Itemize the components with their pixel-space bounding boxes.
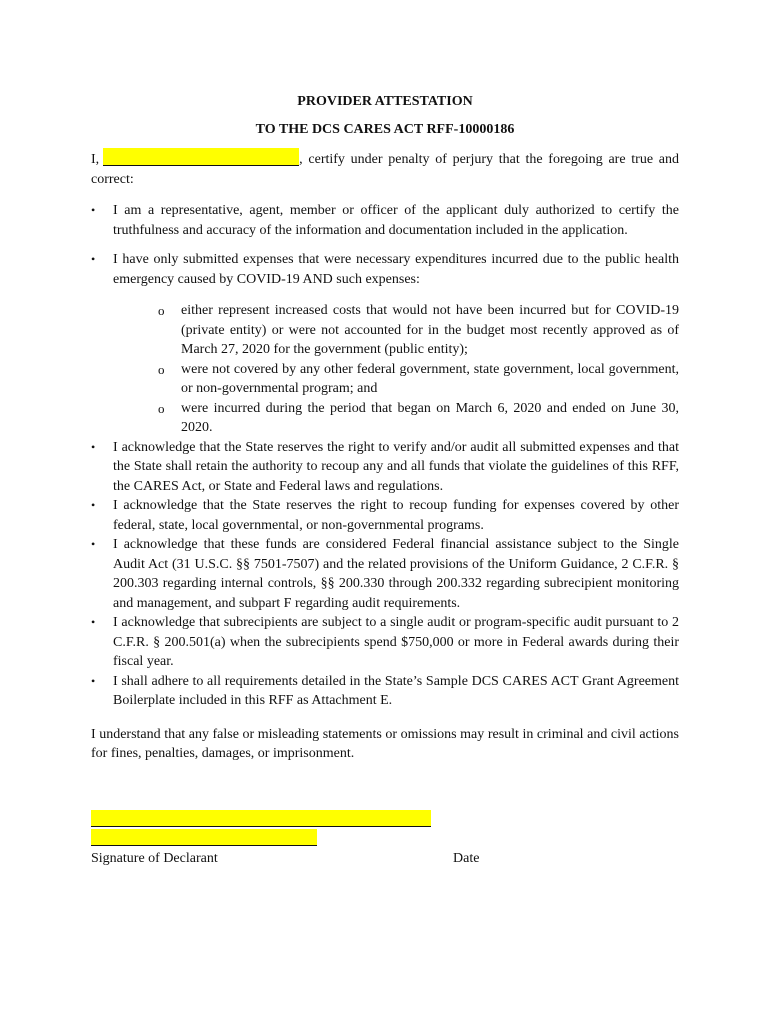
list-item-text: I have only submitted expenses that were necessary expenditures incurred due to the public health emergency caused by COVID-19 AND such expenses: bbox=[113, 252, 679, 287]
sub-list-item bbox=[113, 399, 679, 438]
closing-statement: I understand that any false or misleading statements or omissions may result in criminal and civil actions for fines, penalties, damages, or imprisonment. bbox=[91, 726, 679, 761]
bullet-icon: • bbox=[91, 673, 96, 688]
bullet-icon: • bbox=[91, 498, 96, 512]
list-item bbox=[91, 613, 679, 672]
circle-bullet-icon: o bbox=[158, 361, 165, 377]
list-item bbox=[91, 250, 679, 438]
intro-prefix: I, bbox=[91, 152, 100, 167]
bullet-icon: • bbox=[91, 439, 96, 454]
signature-area bbox=[91, 810, 431, 846]
list-item bbox=[91, 535, 679, 613]
list-item-text: I acknowledge that these funds are considered Federal financial assistance subject to the Single Audit Act (31 U.S.C. §§ 7501-7507) and the related provisions of the Uniform Guidance, 2 C.F.R. § 200.303 regarding internal controls, §§ 200.330 through 200.332 regarding subrecipient monitoring and management, and subpart F regarding audit requirements. bbox=[113, 537, 679, 611]
document-subtitle: TO THE DCS CARES ACT RFF-10000186 bbox=[255, 122, 515, 137]
date-field[interactable] bbox=[91, 829, 317, 846]
list-item-text: I acknowledge that the State reserves the right to recoup funding for expenses covered by other federal, state, local governmental, or non-governmental programs. bbox=[113, 498, 679, 533]
list-item-text: I acknowledge that subrecipients are subject to a single audit or program-specific audit pursuant to 2 C.F.R. § 200.501(a) when the subrecipients spend $750,000 or more in Federal awards during their fiscal year. bbox=[113, 615, 679, 669]
document-title: PROVIDER ATTESTATION bbox=[297, 94, 473, 109]
list-item bbox=[91, 201, 679, 240]
expense-conditions-list bbox=[113, 301, 679, 438]
signature-label: Signature of Declarant bbox=[91, 851, 218, 866]
sub-list-item-text: were not covered by any other federal government, state government, local government, or non-governmental program; and bbox=[181, 361, 679, 396]
bullet-icon: • bbox=[91, 537, 96, 551]
list-item bbox=[91, 438, 679, 497]
circle-bullet-icon: o bbox=[158, 400, 165, 416]
list-item-text: I am a representative, agent, member or officer of the applicant duly authorized to certify the truthfulness and accuracy of the information and documentation included in the application. bbox=[113, 203, 679, 238]
sub-list-item bbox=[113, 360, 679, 399]
intro-suffix: , certify under penalty of perjury that the foregoing are true and correct: bbox=[91, 152, 679, 187]
list-item bbox=[91, 496, 679, 535]
date-label: Date bbox=[453, 851, 480, 866]
circle-bullet-icon: o bbox=[158, 303, 165, 318]
sub-list-item-text: were incurred during the period that began on March 6, 2020 and ended on June 30, 2020. bbox=[181, 400, 679, 435]
bullet-icon: • bbox=[91, 615, 96, 629]
list-item-text: I shall adhere to all requirements detailed in the State’s Sample DCS CARES ACT Grant Agreement Boilerplate included in this RFF as Attachment E. bbox=[113, 673, 679, 708]
bullet-icon: • bbox=[91, 203, 96, 217]
sub-list-item-text: either represent increased costs that would not have been incurred but for COVID-19 (private entity) or were not accounted for in the budget most recently approved as of March 27, 2020 for the government (public entity); bbox=[181, 303, 679, 357]
list-item bbox=[91, 672, 679, 711]
signature-field[interactable] bbox=[91, 810, 431, 827]
declarant-name-field[interactable] bbox=[103, 148, 299, 166]
attestation-list bbox=[91, 201, 679, 711]
bullet-icon: • bbox=[91, 252, 96, 266]
list-item-text: I acknowledge that the State reserves the right to verify and/or audit all submitted expenses and that the State shall retain the authority to recoup any and all funds that violate the guidelines of this RFF, the CARES Act, or State and Federal laws and regulations. bbox=[113, 439, 679, 494]
sub-list-item bbox=[113, 301, 679, 360]
intro-paragraph bbox=[91, 148, 679, 189]
attestation-page bbox=[91, 92, 679, 764]
